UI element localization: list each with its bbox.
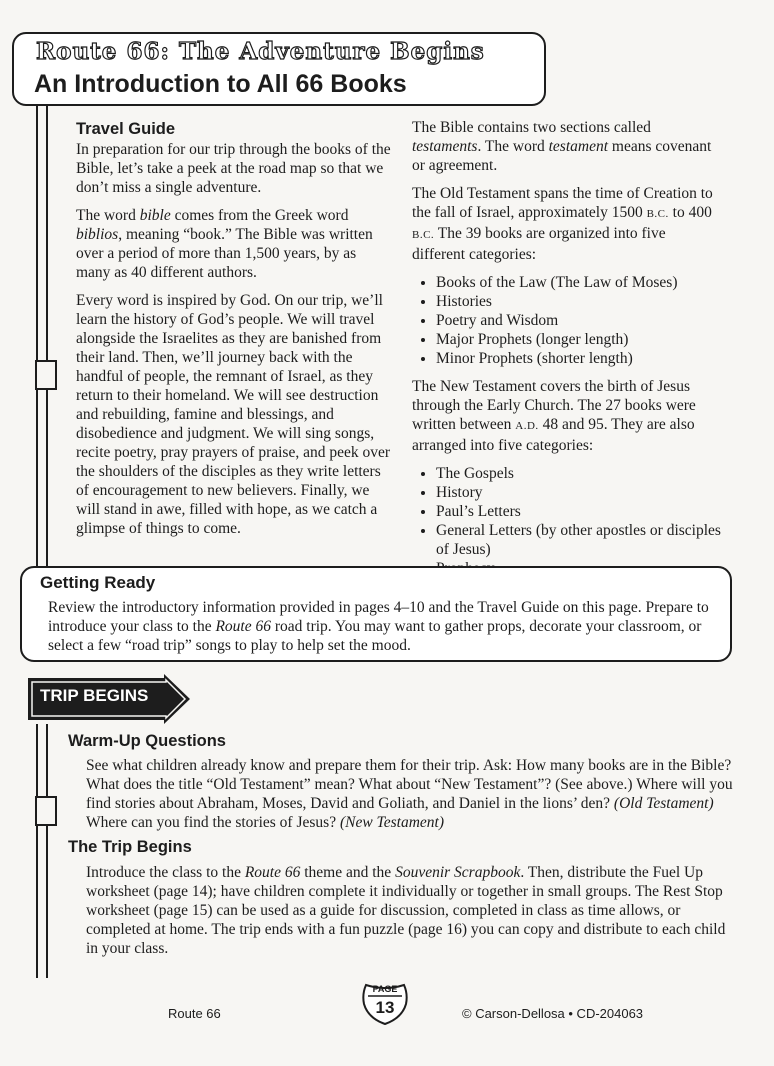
list-item: • General Letters (by other apostles or disciples of Jesus) bbox=[436, 521, 722, 559]
warm-up-text: See what children already know and prepare them for their trip. Ask: How many books are in the Bible? What does the title “Old Testament” mean? What about “New Testament”? (See above.) Where will you find stories about Abraham, Moses, David and Goliath, and Daniel in the lions’ den? (Old Testament) Where can you find the stories of Jesus? (New Testament) bbox=[86, 757, 733, 831]
getting-ready-title: Getting Ready bbox=[40, 573, 156, 592]
list-item: • History bbox=[436, 483, 722, 502]
page-number: 13 bbox=[375, 998, 395, 1017]
list-item: • Histories bbox=[436, 292, 722, 311]
right-column bbox=[412, 118, 722, 587]
list-item: • The Gospels bbox=[436, 464, 722, 483]
page-word: PAGE bbox=[372, 984, 398, 994]
list-item: • Books of the Law (The Law of Moses) bbox=[436, 273, 722, 292]
road-pole-top bbox=[36, 106, 48, 580]
new-testament-categories bbox=[412, 464, 722, 578]
road-pole-marker-2 bbox=[35, 796, 57, 826]
page-title: An Introduction to All 66 Books bbox=[34, 70, 407, 98]
page-shield bbox=[360, 982, 410, 1026]
old-testament-categories bbox=[412, 273, 722, 368]
list-item: • Paul’s Letters bbox=[436, 502, 722, 521]
trip-begins-label: TRIP BEGINS bbox=[40, 686, 149, 705]
travel-guide-paragraph-1: In preparation for our trip through the books of the Bible, let’s take a peek at the road map so that we don’t miss a single adventure. bbox=[76, 141, 391, 196]
getting-ready-box bbox=[20, 566, 732, 662]
travel-guide-paragraph-3: Every word is inspired by God. On our trip, we’ll learn the history of God’s people. We will travel alongside the Israelites as they are banished from their land. Then, we’ll journey back with the handful of people, the remnant of Israel, as they return to their homeland. We will see destruction and rebuilding, famine and blessings, and disobedience and judgment. We will sing songs, recite poetry, pray prayers of praise, and peek over the shoulders of the disciples as they write letters of encouragement to new believers. Finally, we will stand in awe, filled with hope, as we catch a glimpse of things to come. bbox=[76, 292, 391, 537]
list-item: • Minor Prophets (shorter length) bbox=[436, 349, 722, 368]
new-testament-paragraph: The New Testament covers the birth of Jesus through the Early Church. The 27 books were written between A.D. 48 and 95. They are also arranged into five categories: bbox=[412, 378, 696, 454]
trip-section-text: Introduce the class to the Route 66 theme and the Souvenir Scrapbook. Then, distribute the Fuel Up worksheet (page 14); have children complete it individually or together in small groups. The Rest Stop worksheet (page 15) can be used as a guide for discussion, completed in class as time allows, or completed at home. The trip ends with a fun puzzle (page 16) you can copy and distribute to each child in your class. bbox=[86, 864, 726, 957]
road-pole-marker bbox=[35, 360, 57, 390]
road-pole-bottom bbox=[36, 724, 48, 978]
list-item: • Major Prophets (longer length) bbox=[436, 330, 722, 349]
footer-right: © Carson-Dellosa • CD-204063 bbox=[462, 1006, 644, 1021]
list-item: • Poetry and Wisdom bbox=[436, 311, 722, 330]
header-box bbox=[12, 32, 546, 106]
footer-left: Route 66 bbox=[168, 1006, 221, 1021]
old-testament-paragraph: The Old Testament spans the time of Creation to the fall of Israel, approximately 1500 B.C. to 400 B.C. The 39 books are organized into five different categories: bbox=[412, 185, 713, 263]
warm-up-title: Warm-Up Questions bbox=[68, 732, 226, 750]
travel-guide-paragraph-2: The word bible comes from the Greek word biblios, meaning “book.” The Bible was written over a period of more than 1,500 years, by as many as 40 different authors. bbox=[76, 207, 373, 281]
series-title: Route 66: The Adventure Begins bbox=[36, 38, 485, 65]
left-column bbox=[76, 120, 394, 547]
testaments-paragraph: The Bible contains two sections called testaments. The word testament means covenant or agreement. bbox=[412, 119, 712, 174]
travel-guide-heading: Travel Guide bbox=[76, 120, 176, 138]
getting-ready-text: Review the introductory information provided in pages 4–10 and the Travel Guide on this page. Prepare to introduce your class to the Route 66 road trip. You may want to gather props, decorate your classroom, or select a few “road trip” songs to play to help set the mood. bbox=[48, 599, 709, 654]
trip-section-title: The Trip Begins bbox=[68, 838, 192, 856]
